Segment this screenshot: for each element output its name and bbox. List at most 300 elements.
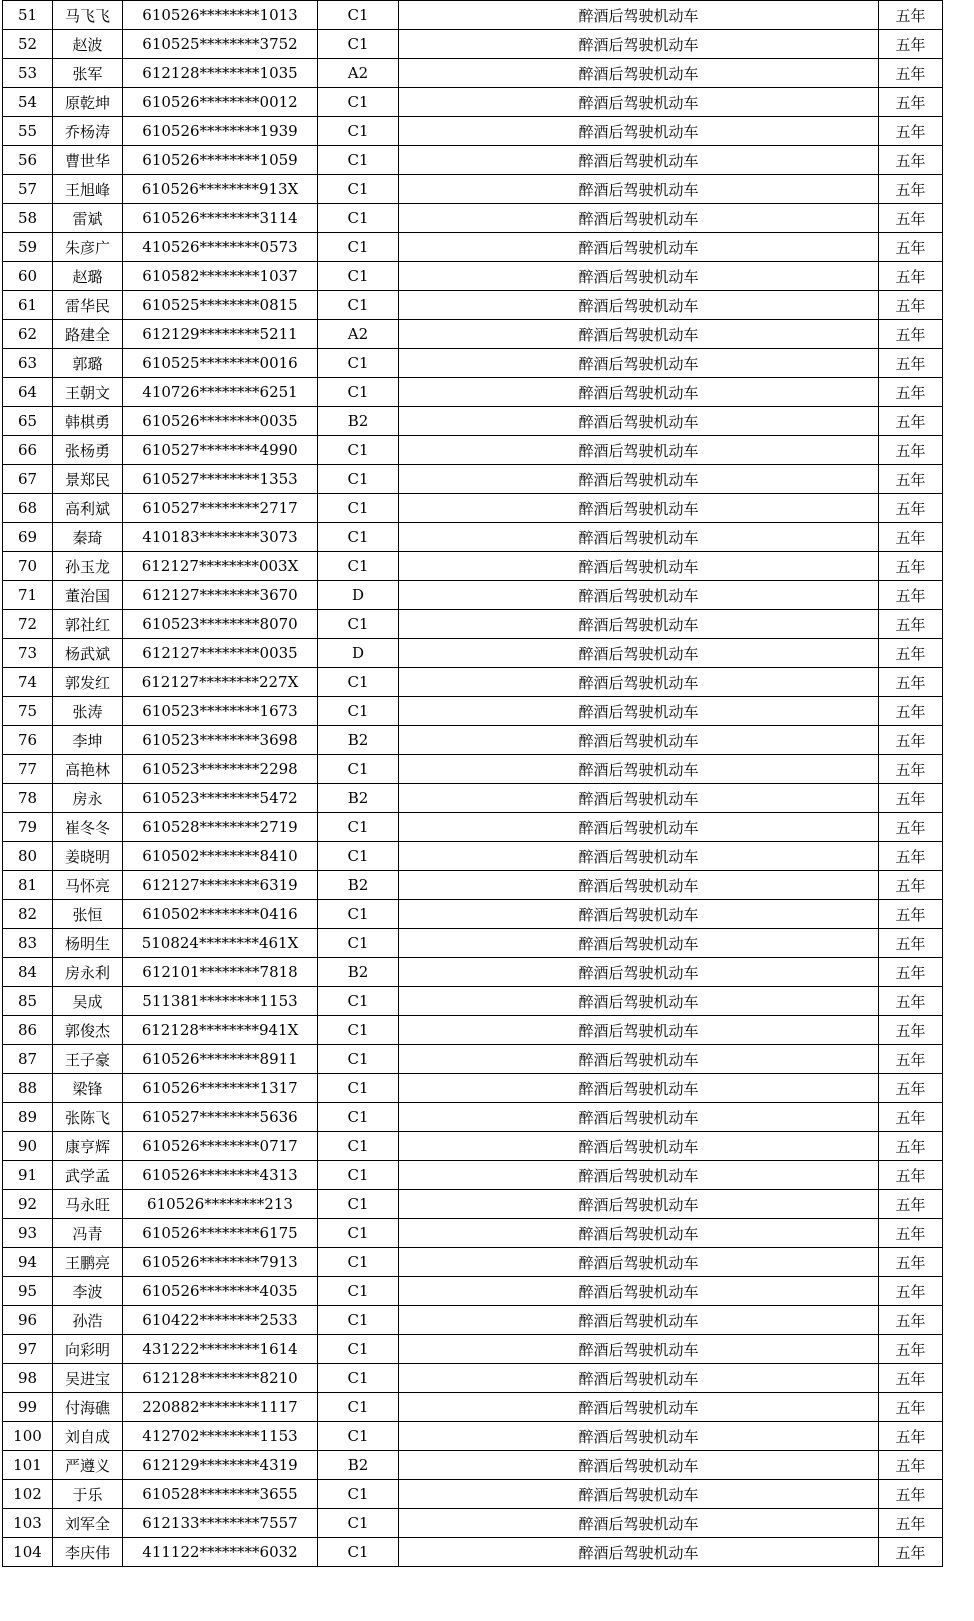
table-row	[3, 436, 943, 465]
id-number-cell: 610527********1353	[123, 465, 318, 494]
row-number-cell: 54	[3, 88, 53, 117]
license-class-cell: D	[318, 639, 399, 668]
table-row	[3, 552, 943, 581]
license-class-cell: C1	[318, 378, 399, 407]
license-class-cell: C1	[318, 697, 399, 726]
driver-name-cell: 王子豪	[53, 1045, 123, 1074]
row-number-cell: 87	[3, 1045, 53, 1074]
driver-name-cell: 房永利	[53, 958, 123, 987]
ban-period-cell: 五年	[879, 813, 943, 842]
driver-name-cell: 孙玉龙	[53, 552, 123, 581]
id-number-cell: 612127********003X	[123, 552, 318, 581]
row-number-cell: 83	[3, 929, 53, 958]
ban-period-cell: 五年	[879, 1480, 943, 1509]
row-number-cell: 60	[3, 262, 53, 291]
id-number-cell: 612127********6319	[123, 871, 318, 900]
id-number-cell: 610526********8911	[123, 1045, 318, 1074]
license-class-cell: C1	[318, 1393, 399, 1422]
ban-period-cell: 五年	[879, 1, 943, 30]
ban-period-cell: 五年	[879, 523, 943, 552]
table-row	[3, 842, 943, 871]
offense-cell: 醉酒后驾驶机动车	[399, 1074, 879, 1103]
table-row	[3, 320, 943, 349]
id-number-cell: 610526********6175	[123, 1219, 318, 1248]
driver-name-cell: 赵璐	[53, 262, 123, 291]
row-number-cell: 85	[3, 987, 53, 1016]
driver-name-cell: 朱彦广	[53, 233, 123, 262]
offense-cell: 醉酒后驾驶机动车	[399, 1016, 879, 1045]
ban-period-cell: 五年	[879, 1219, 943, 1248]
id-number-cell: 412702********1153	[123, 1422, 318, 1451]
offense-cell: 醉酒后驾驶机动车	[399, 146, 879, 175]
table-row	[3, 465, 943, 494]
driver-name-cell: 郭璐	[53, 349, 123, 378]
row-number-cell: 64	[3, 378, 53, 407]
ban-period-cell: 五年	[879, 1016, 943, 1045]
driver-name-cell: 刘军全	[53, 1509, 123, 1538]
row-number-cell: 82	[3, 900, 53, 929]
license-class-cell: C1	[318, 552, 399, 581]
id-number-cell: 610526********913X	[123, 175, 318, 204]
ban-period-cell: 五年	[879, 175, 943, 204]
id-number-cell: 610527********2717	[123, 494, 318, 523]
ban-period-cell: 五年	[879, 1190, 943, 1219]
driver-name-cell: 王鹏亮	[53, 1248, 123, 1277]
row-number-cell: 71	[3, 581, 53, 610]
table-row	[3, 88, 943, 117]
ban-period-cell: 五年	[879, 784, 943, 813]
license-class-cell: B2	[318, 784, 399, 813]
row-number-cell: 104	[3, 1538, 53, 1567]
driver-name-cell: 郭发红	[53, 668, 123, 697]
table-row	[3, 1074, 943, 1103]
license-class-cell: C1	[318, 610, 399, 639]
row-number-cell: 62	[3, 320, 53, 349]
table-row	[3, 1248, 943, 1277]
driver-name-cell: 刘自成	[53, 1422, 123, 1451]
row-number-cell: 80	[3, 842, 53, 871]
id-number-cell: 612127********3670	[123, 581, 318, 610]
ban-period-cell: 五年	[879, 668, 943, 697]
row-number-cell: 68	[3, 494, 53, 523]
ban-period-cell: 五年	[879, 697, 943, 726]
table-row	[3, 581, 943, 610]
license-class-cell: C1	[318, 436, 399, 465]
offense-cell: 醉酒后驾驶机动车	[399, 813, 879, 842]
id-number-cell: 610526********1059	[123, 146, 318, 175]
driver-name-cell: 梁锋	[53, 1074, 123, 1103]
table-row	[3, 1451, 943, 1480]
offense-cell: 醉酒后驾驶机动车	[399, 581, 879, 610]
row-number-cell: 97	[3, 1335, 53, 1364]
offense-cell: 醉酒后驾驶机动车	[399, 1393, 879, 1422]
ban-period-cell: 五年	[879, 610, 943, 639]
ban-period-cell: 五年	[879, 987, 943, 1016]
table-row	[3, 1045, 943, 1074]
offense-cell: 醉酒后驾驶机动车	[399, 697, 879, 726]
license-class-cell: C1	[318, 929, 399, 958]
row-number-cell: 73	[3, 639, 53, 668]
id-number-cell: 610523********1673	[123, 697, 318, 726]
offense-cell: 醉酒后驾驶机动车	[399, 1364, 879, 1393]
table-body	[3, 1, 943, 1567]
table-row	[3, 668, 943, 697]
license-class-cell: C1	[318, 1538, 399, 1567]
ban-period-cell: 五年	[879, 204, 943, 233]
ban-period-cell: 五年	[879, 320, 943, 349]
driver-name-cell: 张恒	[53, 900, 123, 929]
license-class-cell: C1	[318, 523, 399, 552]
driver-name-cell: 张杨勇	[53, 436, 123, 465]
offense-cell: 醉酒后驾驶机动车	[399, 175, 879, 204]
ban-period-cell: 五年	[879, 1132, 943, 1161]
offense-cell: 醉酒后驾驶机动车	[399, 1422, 879, 1451]
table-row	[3, 494, 943, 523]
id-number-cell: 610582********1037	[123, 262, 318, 291]
table-row	[3, 1132, 943, 1161]
id-number-cell: 411122********6032	[123, 1538, 318, 1567]
license-class-cell: C1	[318, 813, 399, 842]
id-number-cell: 610526********0035	[123, 407, 318, 436]
offense-cell: 醉酒后驾驶机动车	[399, 1, 879, 30]
ban-period-cell: 五年	[879, 233, 943, 262]
table-row	[3, 59, 943, 88]
driver-name-cell: 马飞飞	[53, 1, 123, 30]
driver-name-cell: 李坤	[53, 726, 123, 755]
table-row	[3, 1161, 943, 1190]
offense-cell: 醉酒后驾驶机动车	[399, 349, 879, 378]
ban-period-cell: 五年	[879, 378, 943, 407]
id-number-cell: 610526********1013	[123, 1, 318, 30]
ban-period-cell: 五年	[879, 59, 943, 88]
offense-cell: 醉酒后驾驶机动车	[399, 1335, 879, 1364]
id-number-cell: 410526********0573	[123, 233, 318, 262]
license-class-cell: C1	[318, 1219, 399, 1248]
license-class-cell: C1	[318, 349, 399, 378]
offense-cell: 醉酒后驾驶机动车	[399, 639, 879, 668]
offense-cell: 醉酒后驾驶机动车	[399, 262, 879, 291]
license-class-cell: C1	[318, 30, 399, 59]
id-number-cell: 612101********7818	[123, 958, 318, 987]
offense-cell: 醉酒后驾驶机动车	[399, 1045, 879, 1074]
offense-cell: 醉酒后驾驶机动车	[399, 552, 879, 581]
license-class-cell: C1	[318, 465, 399, 494]
table-row	[3, 1538, 943, 1567]
id-number-cell: 610526********3114	[123, 204, 318, 233]
ban-period-cell: 五年	[879, 1161, 943, 1190]
table-row	[3, 1306, 943, 1335]
driver-name-cell: 李波	[53, 1277, 123, 1306]
row-number-cell: 95	[3, 1277, 53, 1306]
driver-name-cell: 景郑民	[53, 465, 123, 494]
id-number-cell: 612128********8210	[123, 1364, 318, 1393]
ban-period-cell: 五年	[879, 1335, 943, 1364]
row-number-cell: 77	[3, 755, 53, 784]
driver-name-cell: 付海礁	[53, 1393, 123, 1422]
offense-cell: 醉酒后驾驶机动车	[399, 436, 879, 465]
table-row	[3, 233, 943, 262]
ban-period-cell: 五年	[879, 1451, 943, 1480]
driver-name-cell: 姜晓明	[53, 842, 123, 871]
ban-period-cell: 五年	[879, 465, 943, 494]
row-number-cell: 69	[3, 523, 53, 552]
license-class-cell: B2	[318, 958, 399, 987]
ban-period-cell: 五年	[879, 581, 943, 610]
table-row	[3, 204, 943, 233]
license-class-cell: B2	[318, 1451, 399, 1480]
row-number-cell: 86	[3, 1016, 53, 1045]
id-number-cell: 610527********5636	[123, 1103, 318, 1132]
row-number-cell: 92	[3, 1190, 53, 1219]
ban-period-cell: 五年	[879, 1393, 943, 1422]
offense-cell: 醉酒后驾驶机动车	[399, 958, 879, 987]
table-row	[3, 291, 943, 320]
id-number-cell: 610523********8070	[123, 610, 318, 639]
id-number-cell: 610502********8410	[123, 842, 318, 871]
ban-period-cell: 五年	[879, 842, 943, 871]
id-number-cell: 610523********3698	[123, 726, 318, 755]
license-class-cell: C1	[318, 1364, 399, 1393]
row-number-cell: 52	[3, 30, 53, 59]
id-number-cell: 612128********941X	[123, 1016, 318, 1045]
offense-cell: 醉酒后驾驶机动车	[399, 784, 879, 813]
row-number-cell: 98	[3, 1364, 53, 1393]
driver-name-cell: 董治国	[53, 581, 123, 610]
driver-name-cell: 郭社红	[53, 610, 123, 639]
driver-name-cell: 向彩明	[53, 1335, 123, 1364]
table-row	[3, 1335, 943, 1364]
ban-period-cell: 五年	[879, 436, 943, 465]
revocation-list-table	[2, 0, 943, 1567]
license-class-cell: A2	[318, 320, 399, 349]
driver-name-cell: 崔冬冬	[53, 813, 123, 842]
license-class-cell: C1	[318, 1509, 399, 1538]
ban-period-cell: 五年	[879, 349, 943, 378]
id-number-cell: 410183********3073	[123, 523, 318, 552]
offense-cell: 醉酒后驾驶机动车	[399, 233, 879, 262]
id-number-cell: 612129********5211	[123, 320, 318, 349]
license-class-cell: C1	[318, 900, 399, 929]
id-number-cell: 510824********461X	[123, 929, 318, 958]
ban-period-cell: 五年	[879, 146, 943, 175]
id-number-cell: 610523********2298	[123, 755, 318, 784]
driver-name-cell: 吴进宝	[53, 1364, 123, 1393]
table-row	[3, 929, 943, 958]
offense-cell: 醉酒后驾驶机动车	[399, 610, 879, 639]
driver-name-cell: 张涛	[53, 697, 123, 726]
driver-name-cell: 严遵义	[53, 1451, 123, 1480]
driver-name-cell: 冯青	[53, 1219, 123, 1248]
id-number-cell: 612127********227X	[123, 668, 318, 697]
license-class-cell: C1	[318, 668, 399, 697]
ban-period-cell: 五年	[879, 407, 943, 436]
driver-name-cell: 李庆伟	[53, 1538, 123, 1567]
driver-name-cell: 雷斌	[53, 204, 123, 233]
table-row	[3, 349, 943, 378]
row-number-cell: 51	[3, 1, 53, 30]
row-number-cell: 99	[3, 1393, 53, 1422]
license-class-cell: C1	[318, 1306, 399, 1335]
driver-name-cell: 马怀亮	[53, 871, 123, 900]
row-number-cell: 65	[3, 407, 53, 436]
offense-cell: 醉酒后驾驶机动车	[399, 204, 879, 233]
license-class-cell: C1	[318, 291, 399, 320]
driver-name-cell: 曹世华	[53, 146, 123, 175]
ban-period-cell: 五年	[879, 1045, 943, 1074]
ban-period-cell: 五年	[879, 291, 943, 320]
offense-cell: 醉酒后驾驶机动车	[399, 1219, 879, 1248]
id-number-cell: 220882********1117	[123, 1393, 318, 1422]
row-number-cell: 66	[3, 436, 53, 465]
table-row	[3, 1219, 943, 1248]
license-class-cell: C1	[318, 146, 399, 175]
ban-period-cell: 五年	[879, 958, 943, 987]
driver-name-cell: 高利斌	[53, 494, 123, 523]
row-number-cell: 67	[3, 465, 53, 494]
id-number-cell: 610526********1939	[123, 117, 318, 146]
offense-cell: 醉酒后驾驶机动车	[399, 320, 879, 349]
offense-cell: 醉酒后驾驶机动车	[399, 1161, 879, 1190]
row-number-cell: 72	[3, 610, 53, 639]
table-row	[3, 1422, 943, 1451]
table-row	[3, 755, 943, 784]
row-number-cell: 88	[3, 1074, 53, 1103]
id-number-cell: 610526********0012	[123, 88, 318, 117]
driver-name-cell: 孙浩	[53, 1306, 123, 1335]
driver-name-cell: 杨武斌	[53, 639, 123, 668]
driver-name-cell: 张军	[53, 59, 123, 88]
table-row	[3, 378, 943, 407]
driver-name-cell: 原乾坤	[53, 88, 123, 117]
row-number-cell: 53	[3, 59, 53, 88]
row-number-cell: 96	[3, 1306, 53, 1335]
license-class-cell: A2	[318, 59, 399, 88]
driver-name-cell: 于乐	[53, 1480, 123, 1509]
ban-period-cell: 五年	[879, 900, 943, 929]
driver-name-cell: 吴成	[53, 987, 123, 1016]
table-row	[3, 958, 943, 987]
license-class-cell: C1	[318, 117, 399, 146]
table-row	[3, 1480, 943, 1509]
ban-period-cell: 五年	[879, 88, 943, 117]
row-number-cell: 76	[3, 726, 53, 755]
id-number-cell: 431222********1614	[123, 1335, 318, 1364]
license-class-cell: B2	[318, 726, 399, 755]
ban-period-cell: 五年	[879, 1277, 943, 1306]
offense-cell: 醉酒后驾驶机动车	[399, 929, 879, 958]
ban-period-cell: 五年	[879, 1364, 943, 1393]
id-number-cell: 610525********0815	[123, 291, 318, 320]
table-row	[3, 1103, 943, 1132]
id-number-cell: 612133********7557	[123, 1509, 318, 1538]
license-class-cell: C1	[318, 1335, 399, 1364]
table-row	[3, 1277, 943, 1306]
license-class-cell: C1	[318, 755, 399, 784]
table-row	[3, 900, 943, 929]
row-number-cell: 94	[3, 1248, 53, 1277]
driver-name-cell: 赵波	[53, 30, 123, 59]
table-row	[3, 1364, 943, 1393]
license-class-cell: C1	[318, 1190, 399, 1219]
id-number-cell: 612127********0035	[123, 639, 318, 668]
table-row	[3, 175, 943, 204]
offense-cell: 醉酒后驾驶机动车	[399, 1306, 879, 1335]
id-number-cell: 610526********4313	[123, 1161, 318, 1190]
id-number-cell: 610422********2533	[123, 1306, 318, 1335]
driver-name-cell: 雷华民	[53, 291, 123, 320]
license-class-cell: C1	[318, 233, 399, 262]
id-number-cell: 410726********6251	[123, 378, 318, 407]
driver-name-cell: 郭俊杰	[53, 1016, 123, 1045]
row-number-cell: 75	[3, 697, 53, 726]
ban-period-cell: 五年	[879, 871, 943, 900]
id-number-cell: 511381********1153	[123, 987, 318, 1016]
driver-name-cell: 路建全	[53, 320, 123, 349]
row-number-cell: 78	[3, 784, 53, 813]
offense-cell: 醉酒后驾驶机动车	[399, 987, 879, 1016]
license-class-cell: C1	[318, 1016, 399, 1045]
ban-period-cell: 五年	[879, 1538, 943, 1567]
license-class-cell: B2	[318, 871, 399, 900]
ban-period-cell: 五年	[879, 262, 943, 291]
ban-period-cell: 五年	[879, 755, 943, 784]
ban-period-cell: 五年	[879, 494, 943, 523]
offense-cell: 醉酒后驾驶机动车	[399, 465, 879, 494]
license-class-cell: C1	[318, 842, 399, 871]
table-row	[3, 1, 943, 30]
row-number-cell: 56	[3, 146, 53, 175]
id-number-cell: 612129********4319	[123, 1451, 318, 1480]
id-number-cell: 610525********3752	[123, 30, 318, 59]
driver-name-cell: 秦琦	[53, 523, 123, 552]
offense-cell: 醉酒后驾驶机动车	[399, 1538, 879, 1567]
offense-cell: 醉酒后驾驶机动车	[399, 59, 879, 88]
row-number-cell: 81	[3, 871, 53, 900]
row-number-cell: 63	[3, 349, 53, 378]
offense-cell: 醉酒后驾驶机动车	[399, 755, 879, 784]
ban-period-cell: 五年	[879, 117, 943, 146]
license-class-cell: C1	[318, 1045, 399, 1074]
ban-period-cell: 五年	[879, 30, 943, 59]
ban-period-cell: 五年	[879, 929, 943, 958]
row-number-cell: 89	[3, 1103, 53, 1132]
table-row	[3, 1393, 943, 1422]
offense-cell: 醉酒后驾驶机动车	[399, 291, 879, 320]
row-number-cell: 102	[3, 1480, 53, 1509]
table-row	[3, 697, 943, 726]
id-number-cell: 610527********4990	[123, 436, 318, 465]
offense-cell: 醉酒后驾驶机动车	[399, 1103, 879, 1132]
license-class-cell: C1	[318, 1277, 399, 1306]
offense-cell: 醉酒后驾驶机动车	[399, 668, 879, 697]
ban-period-cell: 五年	[879, 1422, 943, 1451]
offense-cell: 醉酒后驾驶机动车	[399, 523, 879, 552]
ban-period-cell: 五年	[879, 1306, 943, 1335]
driver-name-cell: 武学孟	[53, 1161, 123, 1190]
offense-cell: 醉酒后驾驶机动车	[399, 88, 879, 117]
table-row	[3, 262, 943, 291]
id-number-cell: 610526********7913	[123, 1248, 318, 1277]
id-number-cell: 612128********1035	[123, 59, 318, 88]
table-row	[3, 610, 943, 639]
driver-name-cell: 韩棋勇	[53, 407, 123, 436]
driver-name-cell: 房永	[53, 784, 123, 813]
offense-cell: 醉酒后驾驶机动车	[399, 1248, 879, 1277]
offense-cell: 醉酒后驾驶机动车	[399, 726, 879, 755]
table-row	[3, 1190, 943, 1219]
driver-name-cell: 康亨辉	[53, 1132, 123, 1161]
license-class-cell: C1	[318, 262, 399, 291]
